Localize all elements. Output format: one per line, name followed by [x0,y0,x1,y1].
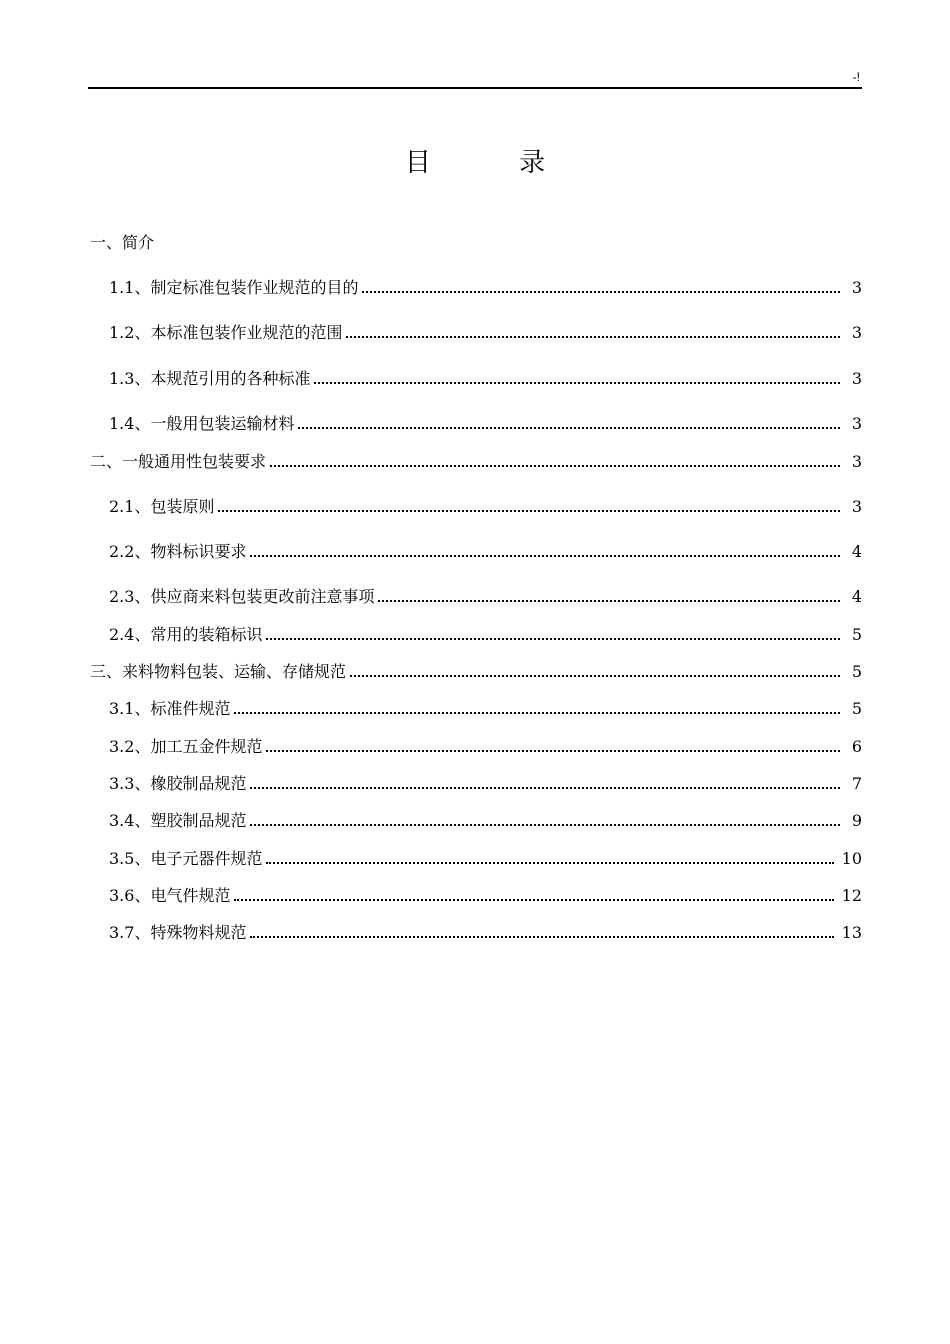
dot-leader [218,496,840,512]
toc-entry-label: 3.7、特殊物料规范 [109,920,250,943]
toc-entry-label: 2.3、供应商来料包装更改前注意事项 [109,584,378,607]
page-title: 目 录 [404,148,586,178]
toc-entry-label: 2.4、常用的装箱标识 [109,622,266,645]
toc-page-number: 3 [851,369,862,388]
toc-entry-2-1[interactable] [88,494,862,517]
toc-page-number: 10 [841,849,862,868]
toc-section-3[interactable] [88,659,862,682]
toc-entry-2-3[interactable] [88,584,862,607]
toc-entry-label: 3.6、电气件规范 [109,883,234,906]
toc-entry-label: 3.4、塑胶制品规范 [109,808,250,831]
toc-entry-2-4[interactable] [88,622,862,645]
toc-entry-label: 3.3、橡胶制品规范 [109,771,250,794]
toc-entry-3-2[interactable] [88,734,862,757]
dot-leader [346,322,840,338]
toc-page-number: 4 [851,587,862,606]
dot-leader [250,922,833,938]
toc-entry-label: 3.2、加工五金件规范 [109,734,266,757]
toc-page-number: 5 [851,625,862,644]
toc-page-number: 3 [851,414,862,433]
toc-entry-label: 3.1、标准件规范 [109,696,234,719]
dot-leader [378,586,840,602]
dot-leader [250,541,840,557]
toc-entry-label: 1.1、制定标准包装作业规范的目的 [109,275,362,298]
toc-entry-label: 二、一般通用性包装要求 [90,449,270,472]
dot-leader [250,773,840,789]
header-mark: -! [852,70,860,84]
toc-entry-label: 2.2、物料标识要求 [109,539,250,562]
toc-page-number: 3 [851,278,862,297]
toc-page-number: 12 [841,886,862,905]
toc-entry-1-1[interactable] [88,275,862,298]
toc-page-number: 6 [851,737,862,756]
toc-page-number: 3 [851,323,862,342]
toc-entry-label: 一、简介 [90,230,158,253]
toc-entry-3-6[interactable] [88,883,862,906]
dot-leader [250,810,840,826]
toc-entry-label: 三、来料物料包装、运输、存储规范 [90,659,350,682]
dot-leader [362,277,840,293]
toc-section-2[interactable] [88,449,862,472]
toc-entry-2-2[interactable] [88,539,862,562]
toc-page-number: 13 [841,923,862,942]
toc-page-number: 5 [851,662,862,681]
toc-entry-3-1[interactable] [88,696,862,719]
toc-page-number: 9 [851,811,862,830]
dot-leader [266,848,833,864]
toc-entry-label: 3.5、电子元器件规范 [109,846,266,869]
toc-section-1[interactable] [88,230,862,253]
dot-leader [270,451,840,467]
toc-page-number: 5 [851,699,862,718]
toc-page-number: 7 [851,774,862,793]
toc-entry-3-5[interactable] [88,846,862,869]
toc-page-number: 3 [851,452,862,471]
toc-entry-label: 2.1、包装原则 [109,494,218,517]
toc-page-number: 3 [851,497,862,516]
dot-leader [298,413,840,429]
toc-entry-label: 1.2、本标准包装作业规范的范围 [109,320,346,343]
toc-entry-label: 1.4、一般用包装运输材料 [109,411,298,434]
toc-entry-3-3[interactable] [88,771,862,794]
header-rule [88,87,862,89]
toc-entry-3-4[interactable] [88,808,862,831]
dot-leader [314,368,840,384]
dot-leader [350,661,840,677]
toc-entry-label: 1.3、本规范引用的各种标准 [109,366,314,389]
toc-entry-1-3[interactable] [88,366,862,389]
toc-entry-1-2[interactable] [88,320,862,343]
dot-leader [234,698,840,714]
toc-page-number: 4 [851,542,862,561]
toc-entry-1-4[interactable] [88,411,862,434]
dot-leader [266,736,840,752]
dot-leader [266,624,840,640]
toc-entry-3-7[interactable] [88,920,862,943]
dot-leader [234,885,833,901]
